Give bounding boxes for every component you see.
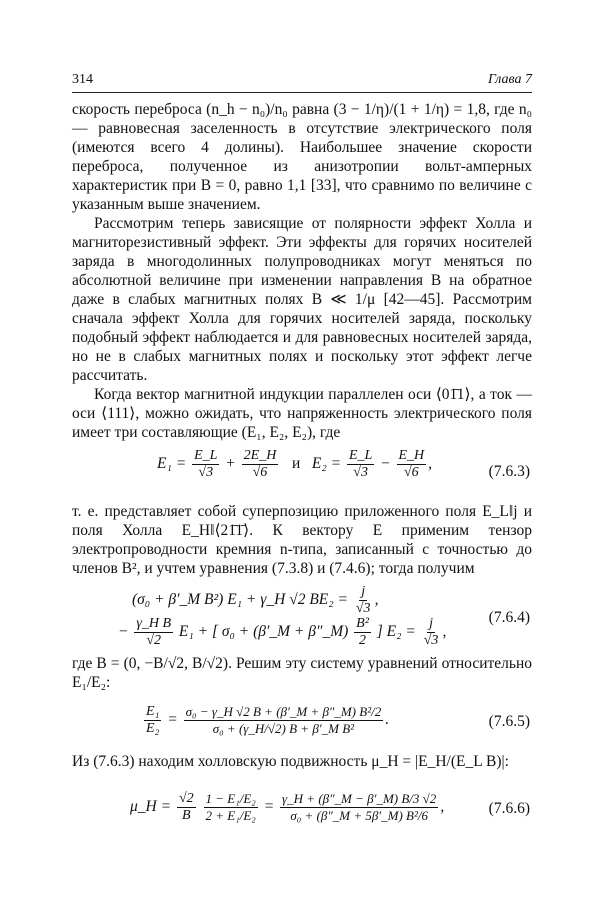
equation-7-6-4: (σ₀ + β′_M B²) E₁ + γ_H √2 BE₂ = $\frac{j}{√3}$ , − $\frac{\text{γ\_H B}}{√2}$ E₁ + [ σ₀ + (β′_M + β″_M) $\frac{\text{B²}}{2}$ ] E₂ = $\frac{j}{√3}$ , (7.6.4) <box>118 584 530 648</box>
equation-number-7-6-3: (7.6.3) <box>488 463 530 480</box>
equation-number-7-6-4: (7.6.4) <box>488 609 530 626</box>
equation-number-7-6-6: (7.6.6) <box>488 800 530 817</box>
eq3-lhs1: E₁ = <box>157 455 187 473</box>
equation-7-6-3: E₁ = $\frac{E\_L}{√3}$ + $\frac{2E\_H}{√6}$ и E₂ = $\frac{E\_L}{√3}$ − $\frac{E\_H}{√6}$ , (7.6.3) <box>157 448 530 480</box>
eq3-frac3: $\frac{E\_L}{√3}$ <box>348 448 373 480</box>
paragraph-6: Из (7.6.3) находим холловскую подвижность μ_H = |E_H/(E_L B)|: <box>72 753 509 770</box>
eq4-line2: E₁ + [ σ₀ + (β′_M + β″_M) <box>178 623 349 641</box>
chapter-title: Глава 7 <box>488 72 532 87</box>
page-number: 314 <box>72 72 93 87</box>
eq3-frac1: $\frac{E\_L}{√3}$ <box>194 448 218 480</box>
page-header <box>72 72 532 93</box>
eq4-line1: (σ₀ + β′_M B²) E₁ + γ_H √2 BE₂ = <box>132 591 348 609</box>
equation-number-7-6-5: (7.6.5) <box>488 713 530 730</box>
paragraph-2: Рассмотрим теперь зависящие от полярности эффект Холла и магниторезистивный эффект. Эти эффекты для горячих носителей заряда в многодолинных полупроводниках могут меняться по абсолютной величине при изменении направления B на обратное даже в слабых магнитных полях B ≪ 1/μ [42—45]. Рассмотрим сначала эффект Холла для горячих носителей заряда, поскольку подобный эффект наблюдается и для равновесных носителей заряда, но не в слабых магнитных полях и поскольку этот эффект легче рассчитать. <box>72 215 532 384</box>
paragraph-1: скорость переброса (n_h − n₀)/n₀ равна (3 − 1/η)/(1 + 1/η) = 1,8, где n₀ — равновесная заселенность в отсутствие электрического поля (имеются всего 4 долины). Наибольшее значение скорости переброса, полученное из анизотропии вольт-амперных характеристик при B = 0, равно 1,1 [33], что сравнимо по величине с указанным выше значением. <box>72 101 532 213</box>
eq3-frac2: $\frac{2E\_H}{√6}$ <box>243 448 277 480</box>
body-text <box>72 100 532 835</box>
eq3-frac4: $\frac{E\_H}{√6}$ <box>398 448 425 480</box>
equation-7-6-5: $\frac{\text{E₁}}{\text{E₂}}$ = $\frac{\text{σ₀ − γ\_H √2 B + (β′\_M + β″\_M) B²/2}}{\text{σ₀ + (γ\_H/√2) B + β′\_M B²}}$ . (7.6.5) <box>146 704 530 736</box>
paragraph-3: Когда вектор магнитной индукции параллелен оси ⟨01̄1⟩, а ток — оси ⟨111⟩, можно ожидать, что напряженность электрического поля имеет три составляющие (E₁, E₂, E₂), где <box>72 386 532 441</box>
paragraph-5: где B = (0, −B/√2, B/√2). Решим эту систему уравнений относительно E₁/E₂: <box>72 655 532 691</box>
paragraph-4: т. е. представляет собой суперпозицию приложенного поля E_L‖j и поля Холла E_H‖⟨21̄1̄⟩. К вектору E применим тензор электропроводности кремния n-типа, записанный с точностью до членов B², и учтем уравнения (7.3.8) и (7.4.6); тогда получим <box>72 503 532 577</box>
eq3-lhs2: E₂ = <box>311 455 342 473</box>
equation-7-6-6: μ_H = $\frac{√2}{B}$ $\frac{\text{1 − E₁/E₂}}{\text{2 + E₁/E₂}}$ = $\frac{\gamma\_H + (\beta''\_M - \beta'\_M) B/3 √2}{\text{σ₀ + (β″\_M + 5β′\_M) B²/6}}$ , (7.6.6) <box>130 791 530 823</box>
